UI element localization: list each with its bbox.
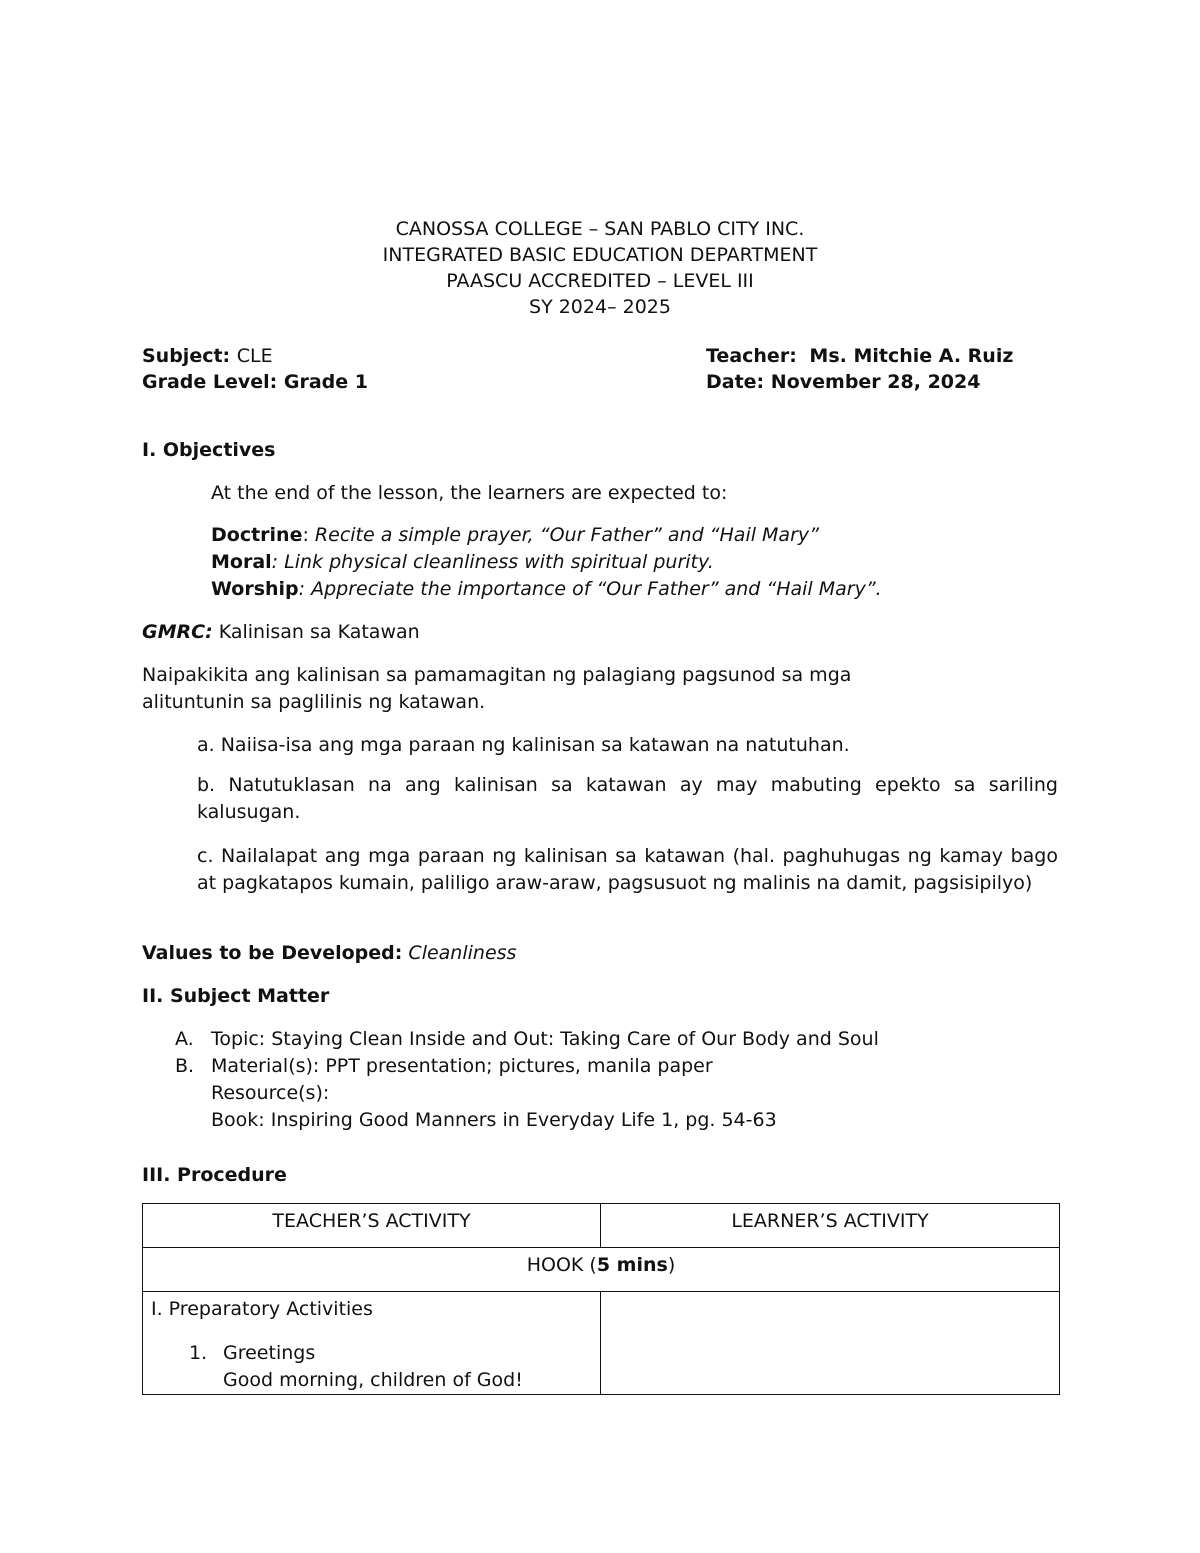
learner-cell: [601, 1292, 1060, 1395]
teacher-line: [706, 347, 1013, 366]
hook-suffix: ): [667, 1254, 676, 1276]
values-value: Cleanliness: [408, 942, 517, 964]
materials-text: Material(s): PPT presentation; pictures, manila paper: [211, 1055, 713, 1077]
gmrc-item-c: c. Nailalapat ang mga paraan ng kalinisan sa katawan (hal. paghuhugas ng kamay bago at pagkatapos kumain, paliligo araw-araw, pagsusuot ng malinis na damit, pagsisipilyo): [197, 845, 1058, 894]
hook-cell: [143, 1248, 1060, 1292]
greetings-marker: 1.: [189, 1342, 208, 1364]
gmrc-desc-line2: alituntunin sa paglilinis ng katawan.: [142, 691, 486, 713]
gmrc-item-b: b. Natutuklasan na ang kalinisan sa katawan ay may mabuting epekto sa sariling kalusugan.: [197, 774, 1058, 823]
date-label: Date:: [706, 371, 765, 393]
subject-value: CLE: [236, 345, 273, 367]
subject-matter-heading: II. Subject Matter: [142, 985, 330, 1007]
moral-line: Moral: Link physical cleanliness with spiritual purity.: [211, 551, 714, 573]
values-label: Values to be Developed:: [142, 942, 403, 964]
procedure-heading: III. Procedure: [142, 1164, 287, 1186]
teacher-value: Ms. Mitchie A. Ruiz: [809, 345, 1014, 367]
hook-row: [143, 1248, 1060, 1292]
greetings-text: Good morning, children of God!: [223, 1369, 523, 1391]
hook-time: 5 mins: [596, 1254, 668, 1276]
moral-label: Moral: [211, 551, 272, 573]
accreditation: PAASCU ACCREDITED – LEVEL III: [446, 270, 754, 292]
subject-label: Subject:: [142, 345, 231, 367]
teacher-activity-header: TEACHER’S ACTIVITY: [143, 1204, 601, 1248]
gmrc-line: [142, 623, 420, 642]
doctrine-text: Recite a simple prayer, “Our Father” and “Hail Mary”: [314, 524, 819, 546]
gmrc-title: Kalinisan sa Katawan: [218, 621, 420, 643]
objectives-heading: I. Objectives: [142, 439, 276, 461]
teacher-label: Teacher:: [706, 345, 797, 367]
resources-label: Resource(s):: [211, 1082, 330, 1104]
department-name: INTEGRATED BASIC EDUCATION DEPARTMENT: [382, 244, 818, 266]
doctrine-line: Doctrine: Recite a simple prayer, “Our Father” and “Hail Mary”: [211, 524, 819, 546]
date-line: [706, 373, 980, 392]
worship-text: Appreciate the importance of “Our Father” and “Hail Mary”.: [311, 578, 882, 600]
doctrine-label: Doctrine: [211, 524, 303, 546]
gmrc-desc-line1: Naipakikita ang kalinisan sa pamamagitan ng palagiang pagsunod sa mga: [142, 664, 852, 686]
subject-line: [142, 347, 273, 366]
school-name: CANOSSA COLLEGE – SAN PABLO CITY INC.: [395, 218, 805, 240]
procedure-table: [142, 1203, 1060, 1395]
greetings-item: [151, 1340, 592, 1394]
values-line: [142, 944, 516, 963]
topic-text: Topic: Staying Clean Inside and Out: Taking Care of Our Body and Soul: [211, 1028, 879, 1050]
objectives-intro: At the end of the lesson, the learners are expected to:: [211, 482, 728, 504]
learner-activity-header: LEARNER’S ACTIVITY: [601, 1204, 1060, 1248]
grade-value: Grade 1: [283, 371, 368, 393]
preparatory-row: [143, 1292, 1060, 1395]
materials-marker: B.: [175, 1055, 195, 1077]
worship-label: Worship: [211, 578, 299, 600]
teacher-cell: [143, 1292, 601, 1395]
date-value: November 28, 2024: [770, 371, 981, 393]
book-reference: Book: Inspiring Good Manners in Everyday Life 1, pg. 54-63: [211, 1109, 777, 1131]
hook-prefix: HOOK (: [526, 1254, 597, 1276]
worship-line: Worship: Appreciate the importance of “Our Father” and “Hail Mary”.: [211, 578, 882, 600]
topic-marker: A.: [175, 1028, 194, 1050]
gmrc-label: GMRC:: [142, 621, 213, 643]
preparatory-title: I. Preparatory Activities: [151, 1298, 373, 1320]
moral-text: Link physical cleanliness with spiritual purity.: [284, 551, 714, 573]
gmrc-item-a: a. Naiisa-isa ang mga paraan ng kalinisan sa katawan na natutuhan.: [197, 734, 850, 756]
school-year: SY 2024– 2025: [529, 296, 671, 318]
greetings-title: Greetings: [223, 1342, 316, 1364]
grade-label: Grade Level:: [142, 371, 278, 393]
grade-line: [142, 373, 368, 392]
table-header-row: [143, 1204, 1060, 1248]
